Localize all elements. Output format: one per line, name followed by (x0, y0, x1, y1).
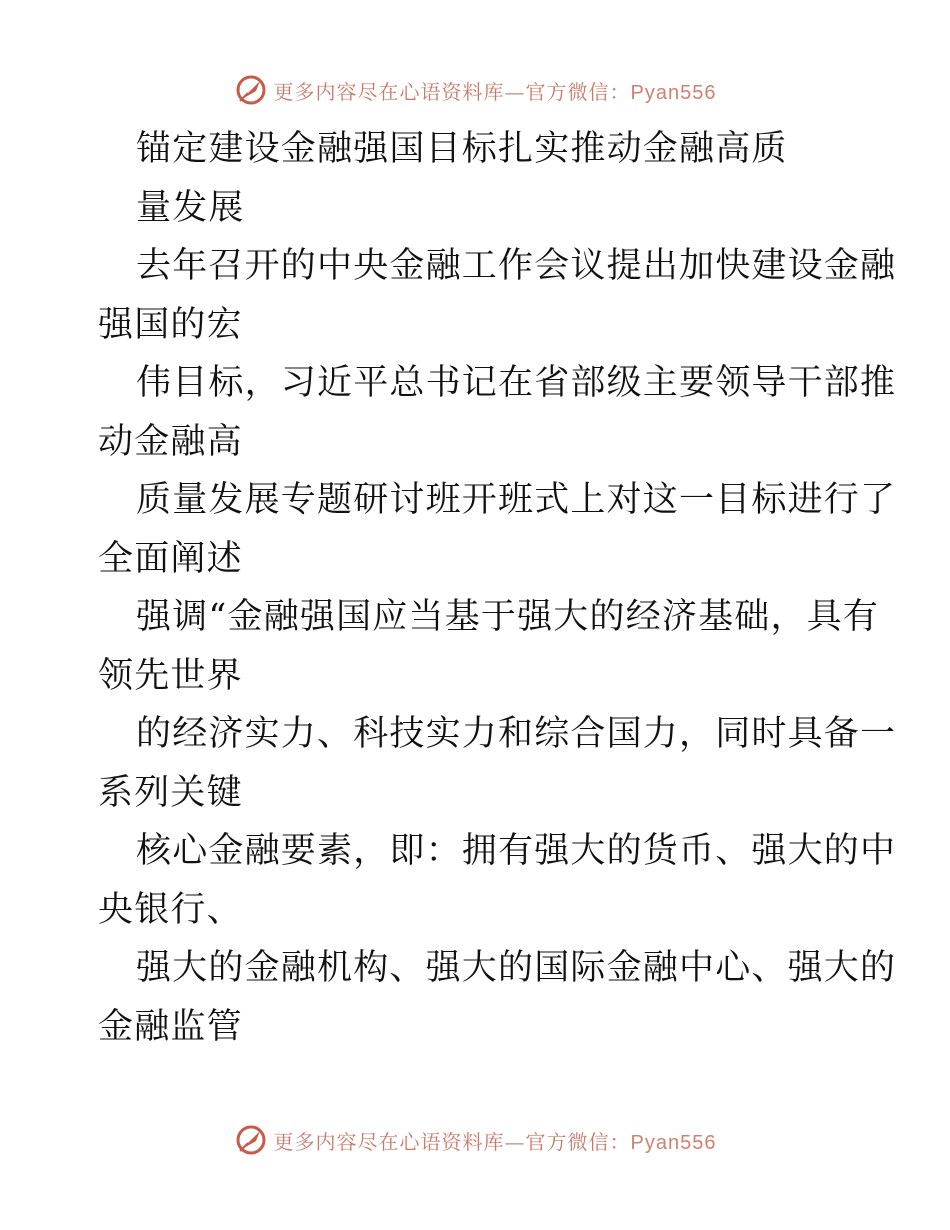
text-line: 量发展 (136, 187, 245, 228)
header-watermark (0, 70, 950, 110)
feather-pen-logo-icon (234, 73, 268, 107)
text-line: 全面阐述 (98, 538, 243, 579)
article-body (98, 120, 897, 1056)
text-line: 动金融高 (98, 421, 243, 462)
text-line: 金融监管 (98, 1006, 243, 1047)
footer-watermark (0, 1120, 950, 1160)
text-line: 领先世界 (98, 655, 243, 696)
text-line: 强大的金融机构、强大的国际金融中心、强大的 (136, 948, 897, 988)
text-line: 伟目标，习近平总书记在省部级主要领导干部推 (136, 363, 897, 403)
text-line: 的经济实力、科技实力和综合国力，同时具备一 (136, 714, 897, 754)
watermark-text: 更多内容尽在心语资料库—官方微信：Pyan556 (273, 79, 717, 104)
text-line: 强调“金融强国应当基于强大的经济基础，具有 (136, 597, 880, 637)
text-line: 核心金融要素，即：拥有强大的货币、强大的中 (136, 831, 897, 871)
text-line: 强国的宏 (98, 304, 243, 345)
watermark-text: 更多内容尽在心语资料库—官方微信：Pyan556 (273, 1129, 717, 1154)
feather-pen-logo-icon (234, 1123, 268, 1157)
text-line: 系列关键 (98, 772, 243, 813)
text-line: 央银行、 (98, 889, 243, 930)
text-line: 去年召开的中央金融工作会议提出加快建设金融 (136, 246, 897, 286)
text-line: 锚定建设金融强国目标扎实推动金融高质 (136, 129, 788, 169)
text-line: 质量发展专题研讨班开班式上对这一目标进行了 (136, 480, 897, 520)
